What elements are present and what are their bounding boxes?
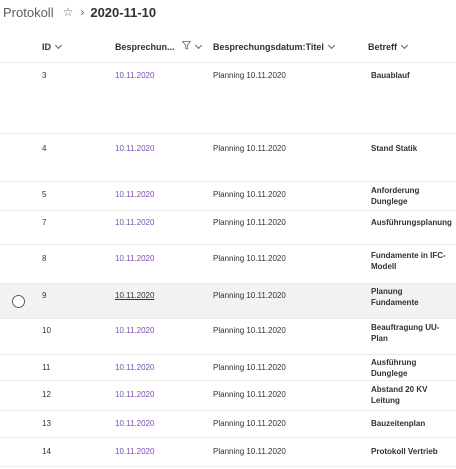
row-title: Planning 10.11.2020 <box>213 291 286 300</box>
row-date-link[interactable]: 10.11.2020 <box>115 291 155 300</box>
row-title: Planning 10.11.2020 <box>213 254 286 263</box>
row-date-link[interactable]: 10.11.2020 <box>115 71 155 80</box>
row-id: 10 <box>42 326 51 335</box>
column-header-id[interactable] <box>42 32 61 62</box>
row-title: Planning 10.11.2020 <box>213 144 286 153</box>
column-header-besprechungsdatum-titel[interactable] <box>213 32 334 62</box>
row-title: Planning 10.11.2020 <box>213 419 286 428</box>
row-betreff: Ausführung Dunglege <box>371 358 417 378</box>
row-date-link[interactable]: 10.11.2020 <box>115 326 155 335</box>
row-title: Planning 10.11.2020 <box>213 390 286 399</box>
row-betreff: Beauftragung UU-Plan <box>371 323 440 343</box>
row-id: 7 <box>42 218 47 227</box>
column-header-betreff-label: Betreff <box>368 42 398 52</box>
row-betreff: Fundamente in IFC-Modell <box>371 251 446 271</box>
row-date-link[interactable]: 10.11.2020 <box>115 218 155 227</box>
row-title: Planning 10.11.2020 <box>213 190 286 199</box>
row-title: Planning 10.11.2020 <box>213 326 286 335</box>
table-row[interactable] <box>0 245 456 284</box>
table-row[interactable] <box>0 284 456 319</box>
row-betreff: Abstand 20 KV Leitung <box>371 385 428 405</box>
column-header-id-label: ID <box>42 42 51 52</box>
chevron-right-icon: › <box>80 5 85 19</box>
row-select-radio[interactable] <box>12 295 25 308</box>
column-header-besprechung[interactable] <box>115 32 201 62</box>
row-date-link[interactable]: 10.11.2020 <box>115 447 155 456</box>
row-date-link[interactable]: 10.11.2020 <box>115 390 155 399</box>
table-row[interactable] <box>0 381 456 411</box>
row-title: Planning 10.11.2020 <box>213 363 286 372</box>
table-row[interactable] <box>0 182 456 211</box>
row-date-link[interactable]: 10.11.2020 <box>115 144 155 153</box>
row-betreff: Ausführungsplanung <box>371 218 452 227</box>
column-header-besprechungsdatum-titel-label: Besprechungsdatum:Titel <box>213 42 324 52</box>
star-icon[interactable]: ☆ <box>62 5 74 19</box>
row-date-link[interactable]: 10.11.2020 <box>115 254 155 263</box>
row-date-link[interactable]: 10.11.2020 <box>115 419 155 428</box>
table-row[interactable] <box>0 134 456 182</box>
breadcrumb-parent-link[interactable]: Protokoll <box>3 4 54 20</box>
row-id: 13 <box>42 419 51 428</box>
table-row[interactable] <box>0 438 456 467</box>
chevron-down-icon <box>328 42 335 49</box>
chevron-down-icon <box>401 42 408 49</box>
column-header-betreff[interactable] <box>368 32 407 62</box>
table-row[interactable] <box>0 211 456 245</box>
row-id: 8 <box>42 254 47 263</box>
row-id: 14 <box>42 447 51 456</box>
table-row[interactable] <box>0 411 456 438</box>
chevron-down-icon <box>55 42 62 49</box>
row-id: 9 <box>42 291 47 300</box>
row-date-link[interactable]: 10.11.2020 <box>115 363 155 372</box>
row-betreff: Planung Fundamente <box>371 287 419 307</box>
chevron-down-icon <box>194 42 201 49</box>
row-date-link[interactable]: 10.11.2020 <box>115 190 155 199</box>
row-id: 12 <box>42 390 51 399</box>
row-betreff: Bauablauf <box>371 71 410 80</box>
row-betreff: Stand Statik <box>371 144 418 153</box>
row-title: Planning 10.11.2020 <box>213 218 286 227</box>
row-id: 11 <box>42 363 51 372</box>
row-betreff: Protokoll Vertrieb <box>371 447 438 456</box>
page-title: 2020-11-10 <box>90 4 157 20</box>
row-betreff: Bauzeitenplan <box>371 419 426 428</box>
row-title: Planning 10.11.2020 <box>213 71 286 80</box>
table-row[interactable] <box>0 62 456 134</box>
row-betreff: Anforderung Dunglege <box>371 186 420 206</box>
filter-icon <box>182 32 191 62</box>
table-row[interactable] <box>0 355 456 381</box>
row-id: 3 <box>42 71 47 80</box>
column-header-besprechung-label: Besprechun... <box>115 42 175 52</box>
row-id: 4 <box>42 144 47 153</box>
table-row[interactable] <box>0 319 456 355</box>
row-id: 5 <box>42 190 47 199</box>
row-title: Planning 10.11.2020 <box>213 447 286 456</box>
breadcrumb <box>0 0 156 24</box>
list-header <box>0 32 456 63</box>
